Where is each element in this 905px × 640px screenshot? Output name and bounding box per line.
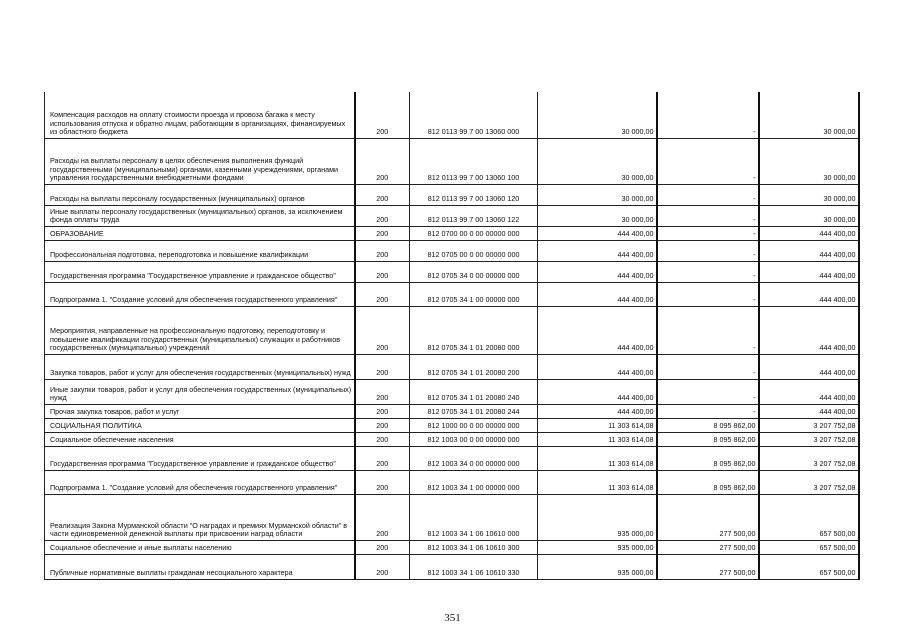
cell-code: 812 0705 34 1 01 20080 244 bbox=[410, 404, 538, 418]
cell-amount: 30 000,00 bbox=[538, 92, 657, 138]
table-row bbox=[45, 404, 859, 418]
cell-own: 657 500,00 bbox=[759, 494, 859, 540]
cell-name: Профессиональная подготовка, переподготовка и повышение квалификации bbox=[45, 240, 355, 261]
table-row bbox=[45, 379, 859, 404]
cell-own: 444 400,00 bbox=[759, 282, 859, 306]
cell-kvr: 200 bbox=[355, 540, 410, 554]
cell-kvr: 200 bbox=[355, 205, 410, 226]
cell-code: 812 0700 00 0 00 00000 000 bbox=[410, 226, 538, 240]
table-row bbox=[45, 282, 859, 306]
cell-own: 657 500,00 bbox=[759, 540, 859, 554]
cell-amount: 444 400,00 bbox=[538, 240, 657, 261]
table-row bbox=[45, 554, 859, 579]
cell-code: 812 1003 00 0 00 00000 000 bbox=[410, 432, 538, 446]
table-row bbox=[45, 184, 859, 205]
table-row bbox=[45, 261, 859, 282]
table-row bbox=[45, 306, 859, 354]
cell-kvr: 200 bbox=[355, 354, 410, 379]
cell-own: 444 400,00 bbox=[759, 306, 859, 354]
cell-name: Социальное обеспечение населения bbox=[45, 432, 355, 446]
cell-name: Социальное обеспечение и иные выплаты населению bbox=[45, 540, 355, 554]
cell-kvr: 200 bbox=[355, 554, 410, 579]
cell-transfer: 277 500,00 bbox=[657, 554, 759, 579]
cell-name: Закупка товаров, работ и услуг для обеспечения государственных (муниципальных) нужд bbox=[45, 354, 355, 379]
cell-kvr: 200 bbox=[355, 240, 410, 261]
cell-own: 3 207 752,08 bbox=[759, 446, 859, 470]
cell-transfer: - bbox=[657, 205, 759, 226]
table-row bbox=[45, 432, 859, 446]
cell-code: 812 0705 34 1 01 20080 240 bbox=[410, 379, 538, 404]
cell-name: Государственная программа "Государственное управление и гражданское общество" bbox=[45, 446, 355, 470]
cell-amount: 444 400,00 bbox=[538, 379, 657, 404]
cell-transfer: - bbox=[657, 184, 759, 205]
table-row bbox=[45, 226, 859, 240]
table-row bbox=[45, 240, 859, 261]
cell-amount: 30 000,00 bbox=[538, 138, 657, 184]
cell-amount: 30 000,00 bbox=[538, 184, 657, 205]
cell-name: ОБРАЗОВАНИЕ bbox=[45, 226, 355, 240]
cell-own: 30 000,00 bbox=[759, 138, 859, 184]
cell-kvr: 200 bbox=[355, 470, 410, 494]
cell-own: 444 400,00 bbox=[759, 354, 859, 379]
cell-transfer: - bbox=[657, 240, 759, 261]
cell-kvr: 200 bbox=[355, 494, 410, 540]
table-row bbox=[45, 540, 859, 554]
cell-code: 812 0705 34 0 00 00000 000 bbox=[410, 261, 538, 282]
cell-kvr: 200 bbox=[355, 261, 410, 282]
cell-transfer: 8 095 862,00 bbox=[657, 470, 759, 494]
cell-name: Прочая закупка товаров, работ и услуг bbox=[45, 404, 355, 418]
cell-transfer: - bbox=[657, 354, 759, 379]
table-row bbox=[45, 92, 859, 138]
cell-name: Расходы на выплаты персоналу в целях обеспечения выполнения функций государственными (муниципальными) органами, казенными учреждениями, органами управления государственными внебюджетными фондами bbox=[45, 138, 355, 184]
cell-transfer: 8 095 862,00 bbox=[657, 446, 759, 470]
cell-kvr: 200 bbox=[355, 379, 410, 404]
cell-transfer: - bbox=[657, 261, 759, 282]
cell-kvr: 200 bbox=[355, 282, 410, 306]
cell-name: Публичные нормативные выплаты гражданам несоциального характера bbox=[45, 554, 355, 579]
cell-own: 657 500,00 bbox=[759, 554, 859, 579]
cell-name: Реализация Закона Мурманской области "О наградах и премиях Мурманской области" в части единовременной денежной выплаты при присвоении наград области bbox=[45, 494, 355, 540]
cell-kvr: 200 bbox=[355, 404, 410, 418]
cell-code: 812 0705 00 0 00 00000 000 bbox=[410, 240, 538, 261]
cell-own: 444 400,00 bbox=[759, 404, 859, 418]
cell-code: 812 0113 99 7 00 13060 122 bbox=[410, 205, 538, 226]
cell-kvr: 200 bbox=[355, 418, 410, 432]
page-number: 351 bbox=[444, 612, 461, 624]
cell-transfer: - bbox=[657, 138, 759, 184]
cell-own: 3 207 752,08 bbox=[759, 470, 859, 494]
cell-own: 3 207 752,08 bbox=[759, 418, 859, 432]
cell-own: 3 207 752,08 bbox=[759, 432, 859, 446]
cell-kvr: 200 bbox=[355, 184, 410, 205]
cell-code: 812 1003 34 1 06 10610 300 bbox=[410, 540, 538, 554]
table-row bbox=[45, 446, 859, 470]
cell-code: 812 1003 34 1 06 10610 000 bbox=[410, 494, 538, 540]
cell-name: Подпрограмма 1. "Создание условий для обеспечения государственного управления" bbox=[45, 470, 355, 494]
cell-amount: 444 400,00 bbox=[538, 354, 657, 379]
cell-name: СОЦИАЛЬНАЯ ПОЛИТИКА bbox=[45, 418, 355, 432]
cell-amount: 30 000,00 bbox=[538, 205, 657, 226]
cell-name: Подпрограмма 1. "Создание условий для обеспечения государственного управления" bbox=[45, 282, 355, 306]
cell-code: 812 1003 34 0 00 00000 000 bbox=[410, 446, 538, 470]
cell-name: Иные выплаты персоналу государственных (муниципальных) органов, за исключением фонда оплаты труда bbox=[45, 205, 355, 226]
table-row bbox=[45, 470, 859, 494]
cell-kvr: 200 bbox=[355, 306, 410, 354]
cell-amount: 444 400,00 bbox=[538, 226, 657, 240]
cell-amount: 444 400,00 bbox=[538, 282, 657, 306]
table-row bbox=[45, 494, 859, 540]
cell-amount: 11 303 614,08 bbox=[538, 446, 657, 470]
table-row bbox=[45, 354, 859, 379]
cell-kvr: 200 bbox=[355, 446, 410, 470]
table-row bbox=[45, 205, 859, 226]
cell-transfer: 277 500,00 bbox=[657, 494, 759, 540]
cell-own: 30 000,00 bbox=[759, 92, 859, 138]
cell-transfer: - bbox=[657, 306, 759, 354]
cell-code: 812 0705 34 1 00 00000 000 bbox=[410, 282, 538, 306]
cell-code: 812 0113 99 7 00 13060 120 bbox=[410, 184, 538, 205]
cell-own: 444 400,00 bbox=[759, 226, 859, 240]
cell-own: 30 000,00 bbox=[759, 205, 859, 226]
cell-code: 812 1000 00 0 00 00000 000 bbox=[410, 418, 538, 432]
cell-own: 30 000,00 bbox=[759, 184, 859, 205]
cell-kvr: 200 bbox=[355, 432, 410, 446]
cell-code: 812 0705 34 1 01 20080 000 bbox=[410, 306, 538, 354]
cell-transfer: - bbox=[657, 282, 759, 306]
cell-transfer: 8 095 862,00 bbox=[657, 418, 759, 432]
cell-amount: 935 000,00 bbox=[538, 554, 657, 579]
cell-kvr: 200 bbox=[355, 226, 410, 240]
cell-code: 812 0113 99 7 00 13060 000 bbox=[410, 92, 538, 138]
table-row bbox=[45, 138, 859, 184]
cell-transfer: 8 095 862,00 bbox=[657, 432, 759, 446]
cell-amount: 935 000,00 bbox=[538, 494, 657, 540]
cell-code: 812 0113 99 7 00 13060 100 bbox=[410, 138, 538, 184]
cell-name: Государственная программа "Государственное управление и гражданское общество" bbox=[45, 261, 355, 282]
cell-amount: 11 303 614,08 bbox=[538, 470, 657, 494]
cell-kvr: 200 bbox=[355, 138, 410, 184]
cell-transfer: - bbox=[657, 226, 759, 240]
cell-transfer: 277 500,00 bbox=[657, 540, 759, 554]
cell-amount: 11 303 614,08 bbox=[538, 418, 657, 432]
cell-amount: 444 400,00 bbox=[538, 306, 657, 354]
cell-transfer: - bbox=[657, 404, 759, 418]
budget-table-body bbox=[45, 92, 859, 579]
budget-table bbox=[44, 92, 860, 580]
cell-name: Компенсация расходов на оплату стоимости проезда и провоза багажа к месту использования отпуска и обратно лицам, работающим в организациях, финансируемых из областного бюджета bbox=[45, 92, 355, 138]
cell-name: Расходы на выплаты персоналу государственных (муниципальных) органов bbox=[45, 184, 355, 205]
cell-own: 444 400,00 bbox=[759, 240, 859, 261]
cell-name: Мероприятия, направленные на профессиональную подготовку, переподготовку и повышение квалификации государственных (муниципальных) служащих и работников государственных (муниципальных) учреждений bbox=[45, 306, 355, 354]
cell-own: 444 400,00 bbox=[759, 261, 859, 282]
cell-amount: 444 400,00 bbox=[538, 261, 657, 282]
cell-code: 812 1003 34 1 00 00000 000 bbox=[410, 470, 538, 494]
cell-amount: 11 303 614,08 bbox=[538, 432, 657, 446]
cell-code: 812 0705 34 1 01 20080 200 bbox=[410, 354, 538, 379]
cell-amount: 935 000,00 bbox=[538, 540, 657, 554]
table-row bbox=[45, 418, 859, 432]
cell-kvr: 200 bbox=[355, 92, 410, 138]
cell-transfer: - bbox=[657, 92, 759, 138]
cell-code: 812 1003 34 1 06 10610 330 bbox=[410, 554, 538, 579]
cell-transfer: - bbox=[657, 379, 759, 404]
cell-name: Иные закупки товаров, работ и услуг для обеспечения государственных (муниципальных) нужд bbox=[45, 379, 355, 404]
cell-amount: 444 400,00 bbox=[538, 404, 657, 418]
cell-own: 444 400,00 bbox=[759, 379, 859, 404]
